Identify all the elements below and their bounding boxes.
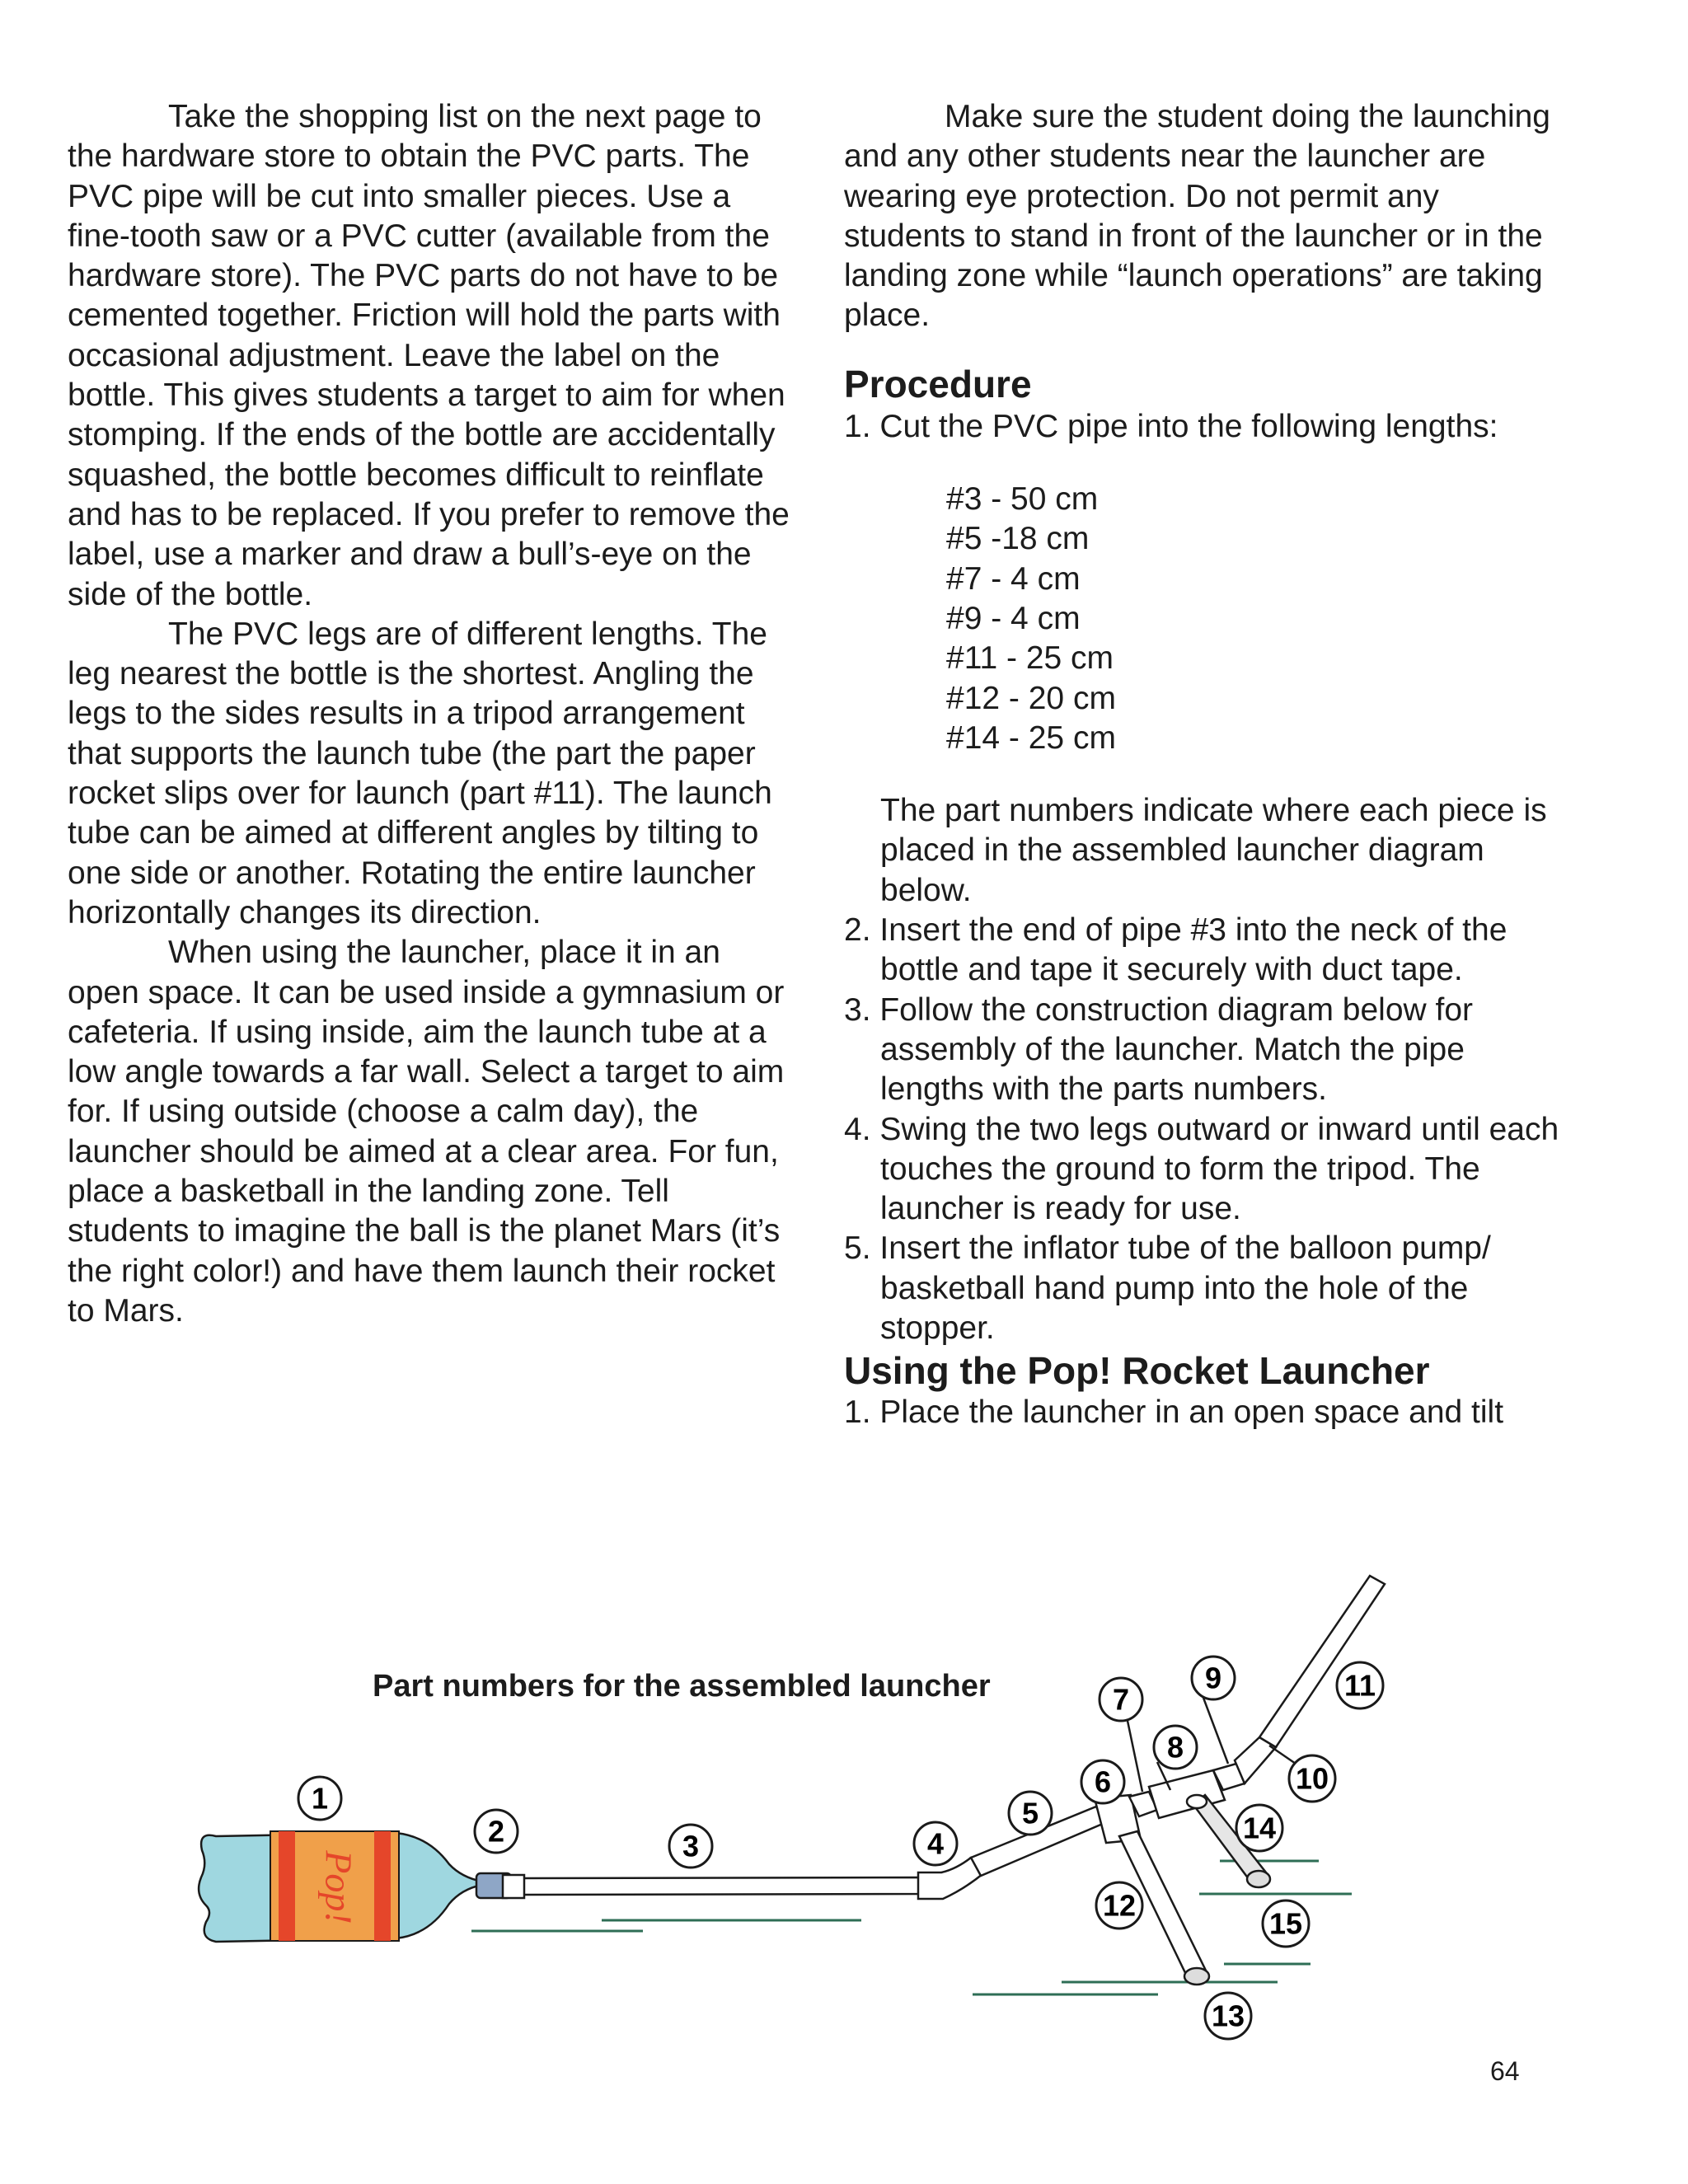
- diagram-caption: Part numbers for the assembled launcher: [373, 1669, 991, 1704]
- procedure-heading: Procedure: [844, 362, 1032, 405]
- svg-text:13: 13: [1211, 1999, 1245, 2033]
- svg-text:12: 12: [1102, 1888, 1137, 1923]
- pipe-3: [509, 1877, 920, 1895]
- paragraph-using-launcher: When using the launcher, place it in an open space. It can be used inside a gymnasium or cafeteria. If using inside, aim the launch tube at a low angle towards a far wall. Select a target to aim for. If using outside (choose a calm day), the launcher should be aimed at a clear area. For fun, place a basketball in the landing zone. Tell students to imagine the ball is the planet Mars (it’s the right color!) and have them launch their rocket to Mars.: [68, 935, 785, 1329]
- paragraph-shopping: Take the shopping list on the next page to the hardware store to obtain the PVC parts. The PVC pipe will be cut into smaller pieces. Use a fine-tooth saw or a PVC cutter (available from the hardware store). The PVC parts do not have to be cemented together. Friction will hold the parts with occasional adjustment. Leave the label on the bottle. This gives students a target to aim for when stomping. If the ends of the bottle are accidentally squashed, the bottle becomes difficult to reinflate and has to be replaced. If you prefer to remove the label, use a marker and draw a bull’s-eye on the side of the bottle.: [68, 99, 790, 612]
- part-label-5: [1009, 1792, 1052, 1835]
- svg-text:4: 4: [926, 1826, 945, 1861]
- pipe-12-end-13: [1184, 1968, 1209, 1985]
- bottle-red-stripe-right: [374, 1831, 391, 1941]
- svg-text:9: 9: [1204, 1661, 1222, 1695]
- svg-text:6: 6: [1094, 1765, 1112, 1799]
- svg-text:8: 8: [1166, 1730, 1184, 1765]
- pipe-length-item: #5 -18 cm: [946, 521, 1090, 557]
- svg-text:11: 11: [1343, 1668, 1376, 1703]
- using-launcher-heading: Using the Pop! Rocket Launcher: [844, 1349, 1430, 1393]
- part-label-11: [1337, 1662, 1383, 1708]
- pipe-14-top: [1187, 1795, 1207, 1808]
- svg-text:1: 1: [311, 1781, 329, 1816]
- part-label-7: [1100, 1678, 1142, 1721]
- pipe-length-item: #7 - 4 cm: [946, 560, 1081, 597]
- page-number: 64: [1490, 2056, 1520, 2086]
- pipe-length-item: #11 - 25 cm: [946, 640, 1114, 677]
- pipe-lengths-list: [946, 480, 1569, 758]
- svg-text:15: 15: [1268, 1906, 1303, 1941]
- procedure-step-4: 4. Swing the two legs outward or inward until each touches the ground to form the tripod. The launcher is ready for use.: [844, 1111, 1559, 1227]
- part-label-10: [1289, 1755, 1335, 1802]
- part-label-2: [475, 1810, 518, 1853]
- procedure-step-3: 3. Follow the construction diagram below for assembly of the launcher. Match the pipe lengths with the parts numbers.: [844, 991, 1474, 1108]
- part-label-9: [1192, 1657, 1235, 1699]
- paragraph-eye-protection: Make sure the student doing the launching and any other students near the launcher are wearing eye protection. Do not permit any students to stand in front of the launcher or in the landing zone while “launch operations” are taking place.: [844, 99, 1551, 334]
- launcher-diagram: [0, 1549, 1688, 2044]
- pipe-length-item: #12 - 20 cm: [946, 680, 1116, 716]
- part-label-6: [1081, 1760, 1124, 1803]
- svg-text:2: 2: [487, 1814, 505, 1849]
- procedure-step-5: 5. Insert the inflator tube of the balloon pump/ basketball hand pump into the hole of the stopper.: [844, 1230, 1491, 1347]
- using-step-1: 1. Place the launcher in an open space and tilt: [844, 1394, 1504, 1431]
- svg-text:3: 3: [682, 1829, 700, 1863]
- part-label-14: [1236, 1805, 1282, 1851]
- svg-text:10: 10: [1295, 1761, 1329, 1796]
- part-label-3: [669, 1825, 712, 1868]
- part-label-4: [914, 1822, 957, 1865]
- svg-text:14: 14: [1242, 1811, 1277, 1845]
- svg-text:5: 5: [1021, 1796, 1039, 1830]
- pipe-14-end-15: [1247, 1871, 1270, 1887]
- pvc-pipes: [503, 1576, 1385, 1985]
- right-column: [844, 97, 1569, 1433]
- pipe-2-coupler: [503, 1875, 524, 1898]
- bottle: [199, 1831, 511, 1942]
- pipe-length-item: #3 - 50 cm: [946, 481, 1099, 518]
- procedure-step-2: 2. Insert the end of pipe #3 into the neck of the bottle and tape it securely with duct tape.: [844, 912, 1507, 988]
- paragraph-legs: The PVC legs are of different lengths. The leg nearest the bottle is the shortest. Angling the legs to the sides results in a tripod arrangement that supports the launch tube (the part the paper rocket slips over for launch (part #11). The launch tube can be aimed at different angles by tilting to one side or another. Rotating the entire launcher horizontally changes its direction.: [68, 616, 772, 930]
- pipe-11: [1259, 1576, 1385, 1747]
- procedure-step-1: 1. Cut the PVC pipe into the following lengths:: [844, 408, 1498, 444]
- left-column: [68, 97, 793, 1331]
- part-label-8: [1154, 1726, 1197, 1769]
- part-label-12: [1096, 1882, 1142, 1929]
- part-label-15: [1263, 1900, 1309, 1947]
- part-numbers-note: The part numbers indicate where each piece is placed in the assembled launcher diagram below.: [880, 793, 1547, 908]
- svg-text:7: 7: [1112, 1682, 1130, 1717]
- part-label-13: [1205, 1993, 1251, 2039]
- bottle-red-stripe-left: [279, 1831, 295, 1941]
- part-label-1: [298, 1777, 341, 1820]
- bottle-label-text: Pop!: [317, 1850, 360, 1924]
- pipe-length-item: #14 - 25 cm: [946, 719, 1116, 756]
- pipe-length-item: #9 - 4 cm: [946, 600, 1081, 636]
